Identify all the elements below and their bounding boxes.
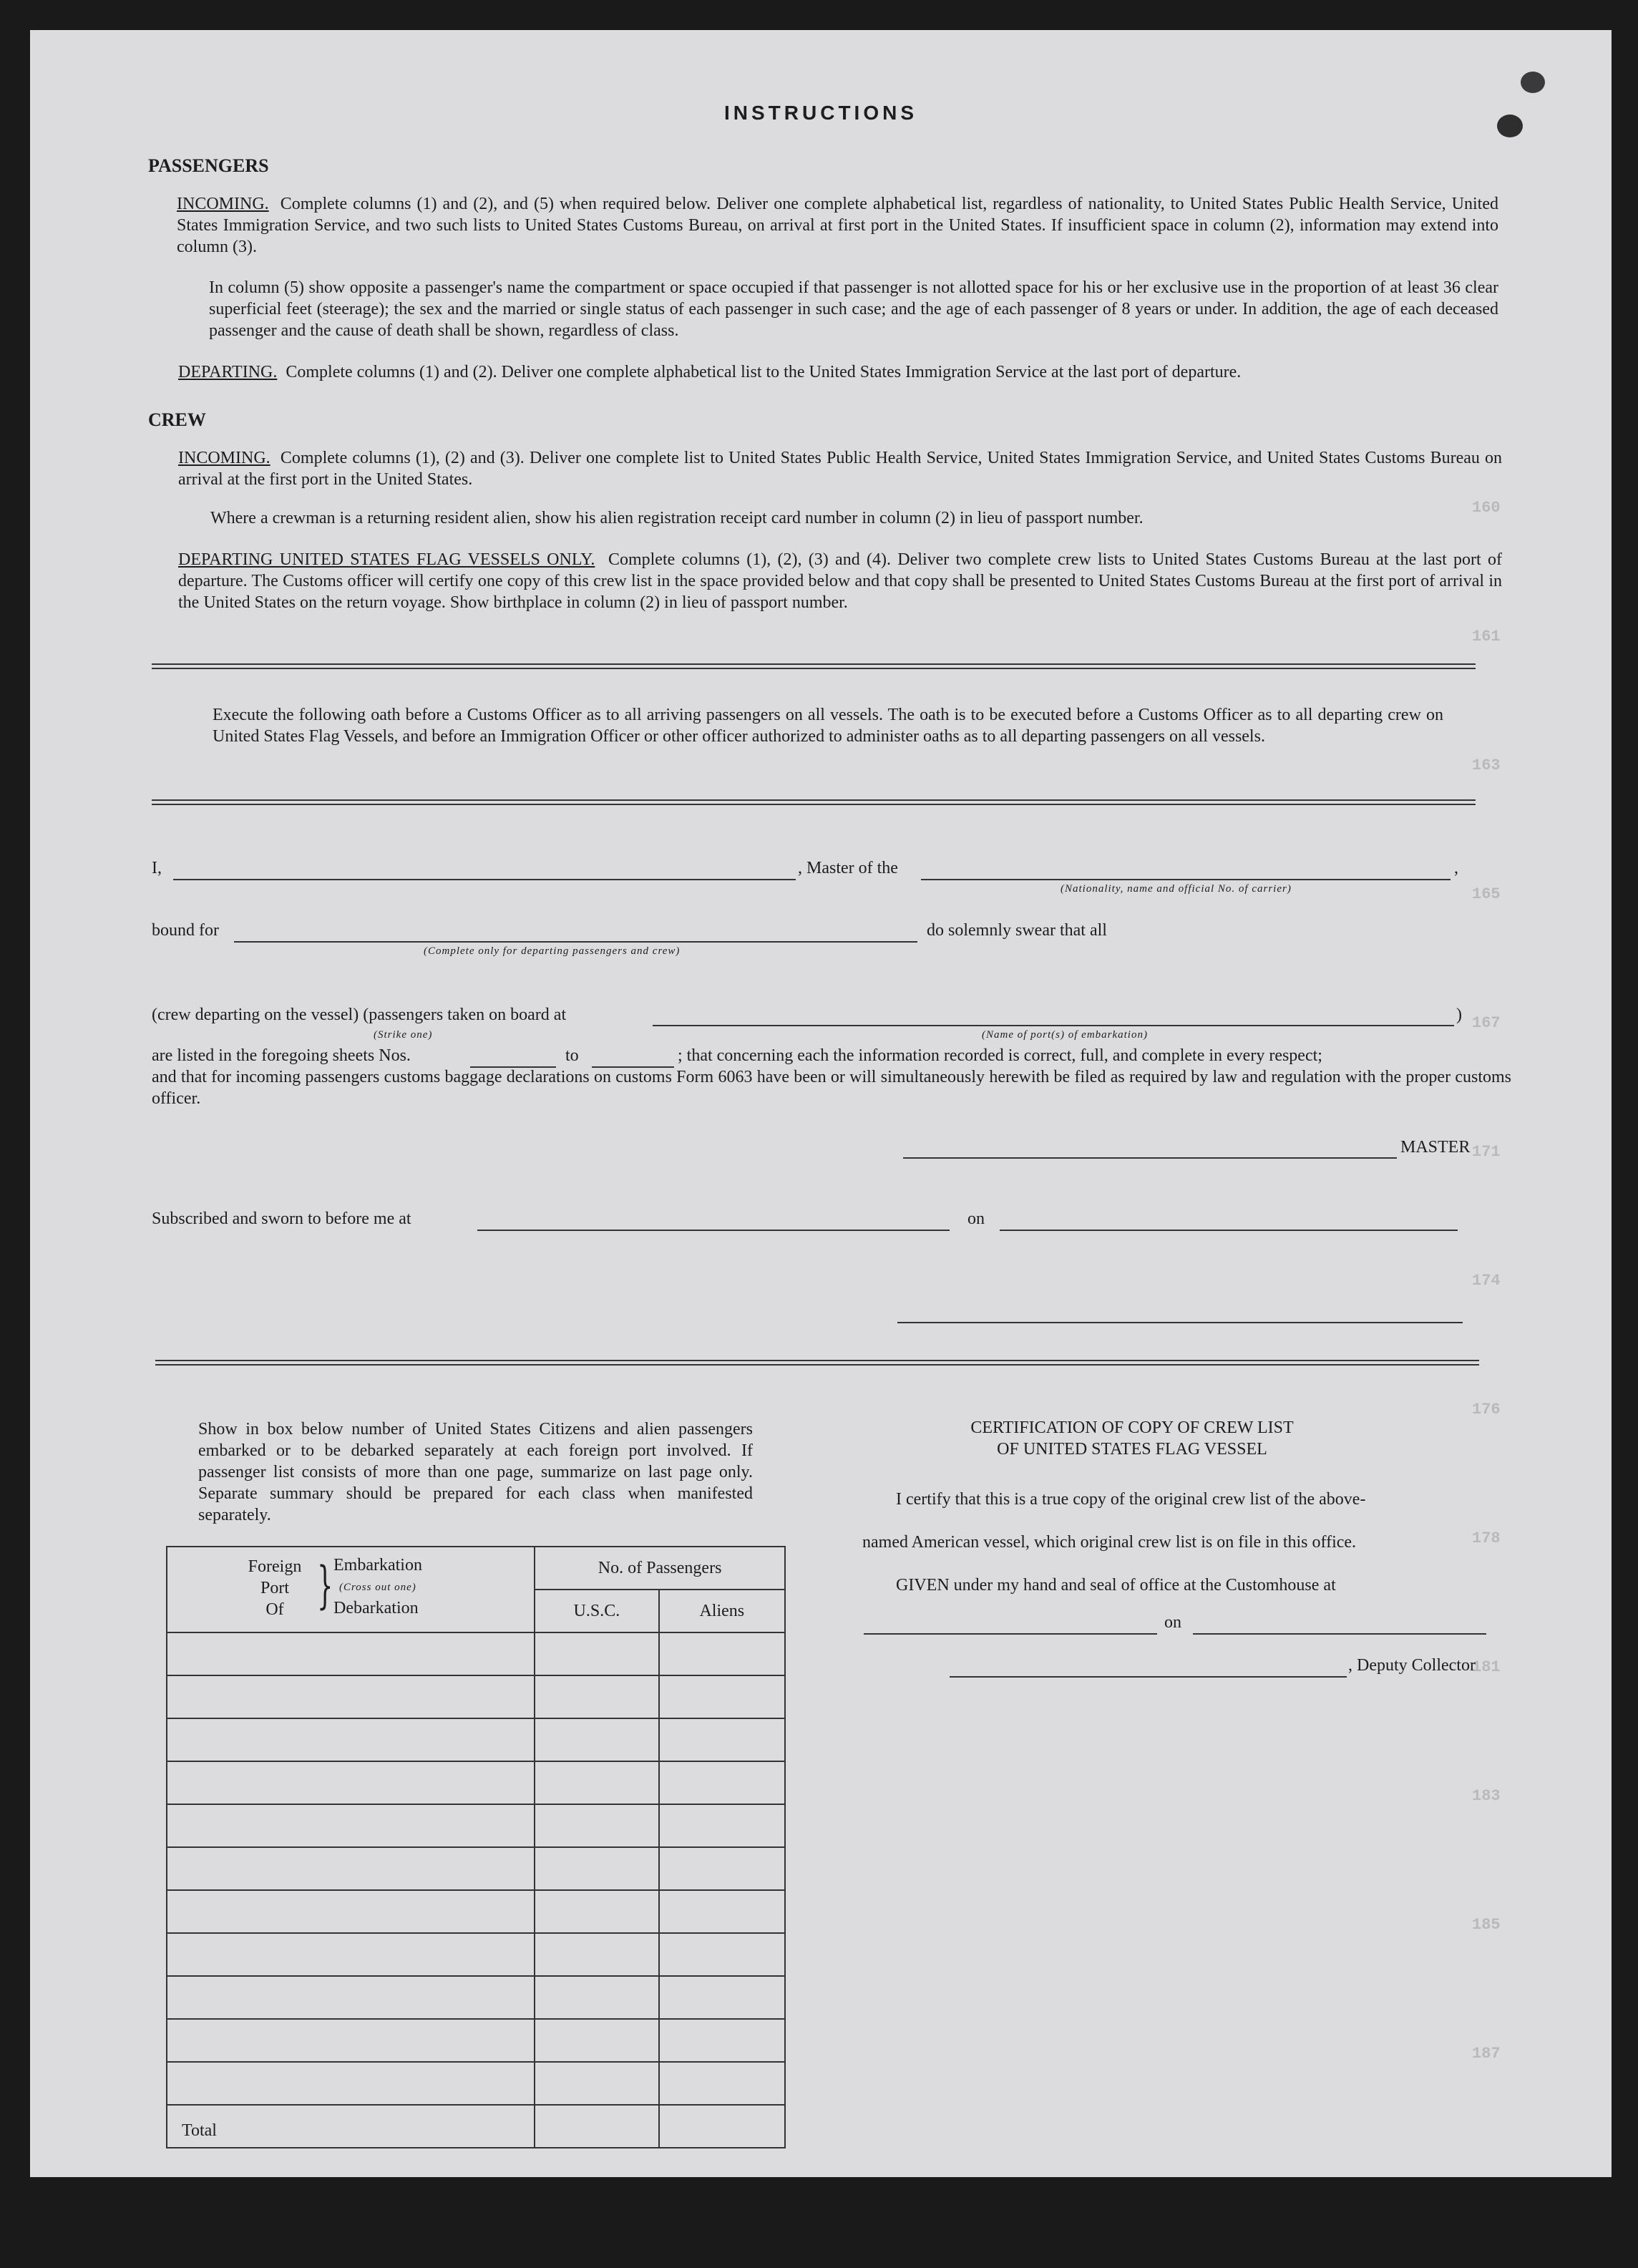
usc-cell[interactable] — [535, 1890, 658, 1933]
customhouse-field[interactable] — [864, 1633, 1157, 1635]
brace-glyph: } — [317, 1556, 333, 1615]
crew-departing-text: Complete columns (1), (2), (3) and (4). Deliver two complete crew lists to United States Customs Bureau at the last port of departure. The Customs officer will certify one copy of this crew list in the space provided below and that copy shall be presented to United States Customs Bureau at the first port of arrival in the United States on the return voyage. Show birthplace in column (2) in lieu of passport number. — [178, 550, 1502, 612]
bound-for-field[interactable] — [234, 941, 917, 943]
certification-date-field[interactable] — [1193, 1633, 1486, 1635]
total-cell — [167, 2105, 535, 2148]
swear-label: do solemnly swear that all — [927, 921, 1107, 940]
aliens-cell[interactable] — [659, 2062, 785, 2105]
port-cell[interactable] — [167, 1847, 535, 1890]
column5-paragraph: In column (5) show opposite a passenger's name the compartment or space occupied if that passenger is not allotted space for his or her exclusive use in the proportion of at least 36 clear superficial feet (steerage); the sex and the married or single status of each passenger in such case; and the age of each passenger of 8 years or under. In addition, the age of each deceased passenger and the cause of death shall be shown, regardless of class. — [209, 278, 1498, 340]
total-usc-cell[interactable] — [535, 2105, 658, 2148]
crew-incoming-label: INCOMING. — [178, 449, 270, 467]
usc-header: U.S.C. — [535, 1590, 658, 1632]
oath-instruction: Execute the following oath before a Customs Officer as to all arriving passengers on all vessels. The oath is to be executed before a Customs Officer as to all departing crew on United States Flag Vessels, and before an Immigration Officer or other officer authorized to administer oaths as to all departing passengers on all vessels. — [213, 706, 1443, 746]
usc-cell[interactable] — [535, 1804, 658, 1847]
port-label: Port — [260, 1579, 289, 1597]
port-cell[interactable] — [167, 1976, 535, 2019]
officer-signature-field[interactable] — [897, 1322, 1463, 1323]
crew-departing-label: DEPARTING UNITED STATES FLAG VESSELS ONLY. — [178, 550, 595, 569]
master-name-field[interactable] — [173, 879, 796, 880]
aliens-cell[interactable] — [659, 1890, 785, 1933]
subscribed-label: Subscribed and sworn to before me at — [152, 1210, 411, 1228]
total-aliens-cell[interactable] — [659, 2105, 785, 2148]
master-of-label: , Master of the — [798, 859, 898, 877]
aliens-cell[interactable] — [659, 1847, 785, 1890]
usc-cell[interactable] — [535, 1632, 658, 1675]
port-cell[interactable] — [167, 2019, 535, 2062]
crew-incoming-text: Complete columns (1), (2) and (3). Deliver one complete list to United States Public Health Service, United States Immigration Service, and United States Customs Bureau on arrival at the first port in the United States. — [178, 449, 1502, 489]
certification-title-1: CERTIFICATION OF COPY OF CREW LIST — [970, 1418, 1294, 1437]
summary-row — [167, 1976, 785, 2019]
port-cell[interactable] — [167, 1718, 535, 1761]
port-cell[interactable] — [167, 1632, 535, 1675]
summary-row — [167, 1761, 785, 1804]
aliens-cell[interactable] — [659, 1632, 785, 1675]
listed-to-label: to — [565, 1046, 579, 1065]
usc-cell[interactable] — [535, 1976, 658, 2019]
crew-alien-paragraph: Where a crewman is a returning resident alien, show his alien registration receipt card number in column (2) in lieu of passport number. — [210, 509, 1144, 527]
embarkation-ports-field[interactable] — [653, 1025, 1454, 1026]
summary-row — [167, 1804, 785, 1847]
passengers-departing-text: Complete columns (1) and (2). Deliver one complete alphabetical list to the United States Immigration Service at the last port of departure. — [286, 363, 1242, 381]
aliens-cell[interactable] — [659, 1933, 785, 1976]
punch-hole — [1521, 72, 1545, 93]
aliens-cell[interactable] — [659, 1761, 785, 1804]
summary-row — [167, 2062, 785, 2105]
carrier-hint: (Nationality, name and official No. of carrier) — [1061, 883, 1292, 895]
cross-out-hint: (Cross out one) — [339, 1582, 416, 1593]
no-passengers-header: No. of Passengers — [535, 1547, 785, 1590]
usc-cell[interactable] — [535, 1933, 658, 1976]
divider-rule — [152, 799, 1476, 805]
passengers-heading: PASSENGERS — [148, 155, 269, 176]
summary-row — [167, 1933, 785, 1976]
master-label: MASTER — [1400, 1138, 1471, 1157]
port-header-cell — [167, 1547, 535, 1632]
certification-on-label: on — [1164, 1613, 1181, 1632]
port-cell[interactable] — [167, 1804, 535, 1847]
certification-text-3: GIVEN under my hand and seal of office at the Customhouse at — [896, 1576, 1336, 1595]
divider-rule — [152, 663, 1476, 669]
sworn-date-field[interactable] — [1000, 1230, 1458, 1231]
divider-rule — [155, 1360, 1479, 1366]
usc-cell[interactable] — [535, 1718, 658, 1761]
summary-row — [167, 1890, 785, 1933]
embarkation-label: Embarkation — [333, 1556, 422, 1575]
usc-cell[interactable] — [535, 2062, 658, 2105]
passenger-summary-table — [166, 1546, 786, 2148]
sworn-place-field[interactable] — [477, 1230, 950, 1231]
master-signature-field[interactable] — [903, 1157, 1397, 1159]
sworn-on-label: on — [967, 1210, 985, 1228]
certification-title-2: OF UNITED STATES FLAG VESSEL — [997, 1440, 1267, 1459]
port-cell[interactable] — [167, 2062, 535, 2105]
summary-rows — [167, 1632, 785, 2105]
aliens-cell[interactable] — [659, 1976, 785, 2019]
passengers-incoming-paragraph — [177, 193, 1498, 258]
comma-label: , — [1454, 859, 1458, 877]
summary-instruction: Show in box below number of United States Citizens and alien passengers embarked or to be debarked separately at each foreign port involved. If passenger list consists of more than one page, summarize on last page only. Separate summary should be prepared for each class when manifested separately. — [198, 1420, 753, 1524]
aliens-cell[interactable] — [659, 1804, 785, 1847]
passengers-incoming-label: INCOMING. — [177, 195, 269, 213]
bound-hint: (Complete only for departing passengers and crew) — [424, 945, 681, 957]
deputy-collector-label: , Deputy Collector — [1348, 1656, 1476, 1675]
certification-text-1: I certify that this is a true copy of the original crew list of the above- — [896, 1490, 1366, 1509]
passengers-departing-label: DEPARTING. — [178, 363, 278, 381]
aliens-cell[interactable] — [659, 1718, 785, 1761]
summary-row — [167, 1718, 785, 1761]
listed-remainder: and that for incoming passengers customs baggage declarations on customs Form 6063 have been or will simultaneously herewith be filed as required by law and regulation with the proper customs officer. — [152, 1068, 1511, 1108]
bound-for-label: bound for — [152, 921, 219, 940]
page-title: INSTRUCTIONS — [724, 102, 917, 124]
strike-one-hint: (Strike one) — [374, 1029, 433, 1041]
close-paren-label: ) — [1456, 1006, 1462, 1024]
oath-i-label: I, — [152, 859, 162, 877]
passengers-departing-paragraph — [178, 361, 1502, 383]
crew-incoming-paragraph — [178, 447, 1502, 490]
summary-row — [167, 2019, 785, 2062]
of-label: Of — [265, 1600, 284, 1619]
crew-heading: CREW — [148, 409, 206, 430]
summary-row — [167, 1632, 785, 1675]
usc-cell[interactable] — [535, 1675, 658, 1718]
foreign-label: Foreign — [248, 1557, 302, 1576]
port-cell[interactable] — [167, 1675, 535, 1718]
crew-departing-paragraph — [178, 549, 1502, 613]
port-cell[interactable] — [167, 1890, 535, 1933]
punch-hole — [1497, 115, 1523, 137]
aliens-cell[interactable] — [659, 1675, 785, 1718]
listed-label: are listed in the foregoing sheets Nos. — [152, 1046, 411, 1065]
form-page: 160 161 163 165 167 171 174 176 178 181 183 185 187 INSTRUCTIONS PASSENGERS INCOMING. Complete columns (1) and (2), and (5) when required below. Deliver one complete alphabetical list, regardless of nationality, to United States Public Health Service, United States Immigration Service, and two such lists to United States Customs Bureau, on arrival at first port in the United States. If insufficient space in column (2), information may extend into column (3). In column (5) show opposite a passenger's name the compartment or space occupied if that passenger is not allotted space for his or her exclusive use in the proportion of at least 36 clear superficial feet (steerage); the sex and the married or single status of each passenger in such case; and the age of each passenger of 8 years or under. In addition, the age of each deceased passenger and the cause of death shall be shown, regardless of class. DEPARTING. Complete columns (1) and (2). Deliver one complete alphabetical list to the United States Immigration Service at the last port of departure. CREW INCOMING. Complete columns (1), (2) and (3). Deliver one complete list to United States Public Health Service, United States Immigration Service, and United States Customs Bureau on arrival at the first port in the United States. Where a crewman is a returning resident alien, show his alien registration receipt card number in column (2) in lieu of passport number. DEPARTING UNITED STATES FLAG VESSELS ONLY. Complete columns (1), (2), (3) and (4). Deliver two complete crew lists to United States Customs Bureau at the last port of departure. The Customs officer will certify one copy of this crew list in the space provided below and that copy shall be presented to United States Customs Bureau at the first port of arrival in the United States on the return voyage. Show birthplace in column (2) in lieu of passport number. Execute the following oath before a Customs Officer as to all arriving passengers on all vessels. The oath is to be executed before a Customs Officer as to all departing crew on United States Flag Vessels, and before an Immigration Officer or other officer authorized to administer oaths as to all departing passengers on all vessels. I, , Master of the , (Nationality, name and official No. of carrier) bound for (Complete only for departing passengers and crew) do solemnly swear that all (crew departing on the vessel) (passengers taken on board at ) (Strike one) (Name of port(s) of embarkation) are listed in the foregoing sheets Nos. to ; that concerning each the information recorded is correct, full, and complete in every respect; and that for incoming passengers customs baggage declarations on customs Form 6063 have been or will simultaneously herewith be filed as required by law and regulation with the proper customs officer. MASTER Subscribed and sworn to before me at on Show in box below number of United States Citizens and alien passengers embarked or to be debarked separately at each foreign port involved. If passenger list consists of more than one page, summarize on last page only. Separate summary should be prepared for each class when manifested separately. Foreign Port Of } Embarkation (Cross out one) Debarkation No. of Passengers U.S.C. Aliens Total CERTIFICATION OF COPY OF CREW LIST OF UNITED STATES FLAG VESSEL I certify that this is a true copy of the original crew list of the above- named American vessel, which original crew list is on file in this office. GIVEN under my hand and seal of office at the Customhouse at on , Deputy Collector — [30, 30, 1612, 2177]
debarkation-label: Debarkation — [333, 1599, 419, 1617]
foreign-port-of — [239, 1556, 311, 1620]
carrier-field[interactable] — [921, 879, 1451, 880]
certification-text-2: named American vessel, which original crew list is on file in this office. — [862, 1533, 1357, 1552]
usc-cell[interactable] — [535, 2019, 658, 2062]
aliens-cell[interactable] — [659, 2019, 785, 2062]
summary-row — [167, 1847, 785, 1890]
deputy-signature-field[interactable] — [950, 1676, 1347, 1678]
ports-hint: (Name of port(s) of embarkation) — [982, 1029, 1148, 1041]
summary-row — [167, 1675, 785, 1718]
port-cell[interactable] — [167, 1761, 535, 1804]
usc-cell[interactable] — [535, 1847, 658, 1890]
total-label: Total — [182, 2121, 217, 2140]
crew-passengers-label: (crew departing on the vessel) (passengers taken on board at — [152, 1006, 567, 1024]
port-cell[interactable] — [167, 1933, 535, 1976]
usc-cell[interactable] — [535, 1761, 658, 1804]
passengers-incoming-text: Complete columns (1) and (2), and (5) when required below. Deliver one complete alphabetical list, regardless of nationality, to United States Public Health Service, United States Immigration Service, and two such lists to United States Customs Bureau, on arrival at first port in the United States. If insufficient space in column (2), information may extend into column (3). — [177, 195, 1499, 256]
aliens-header: Aliens — [659, 1590, 785, 1632]
listed-continued: ; that concerning each the information recorded is correct, full, and complete in every respect; — [678, 1046, 1322, 1065]
